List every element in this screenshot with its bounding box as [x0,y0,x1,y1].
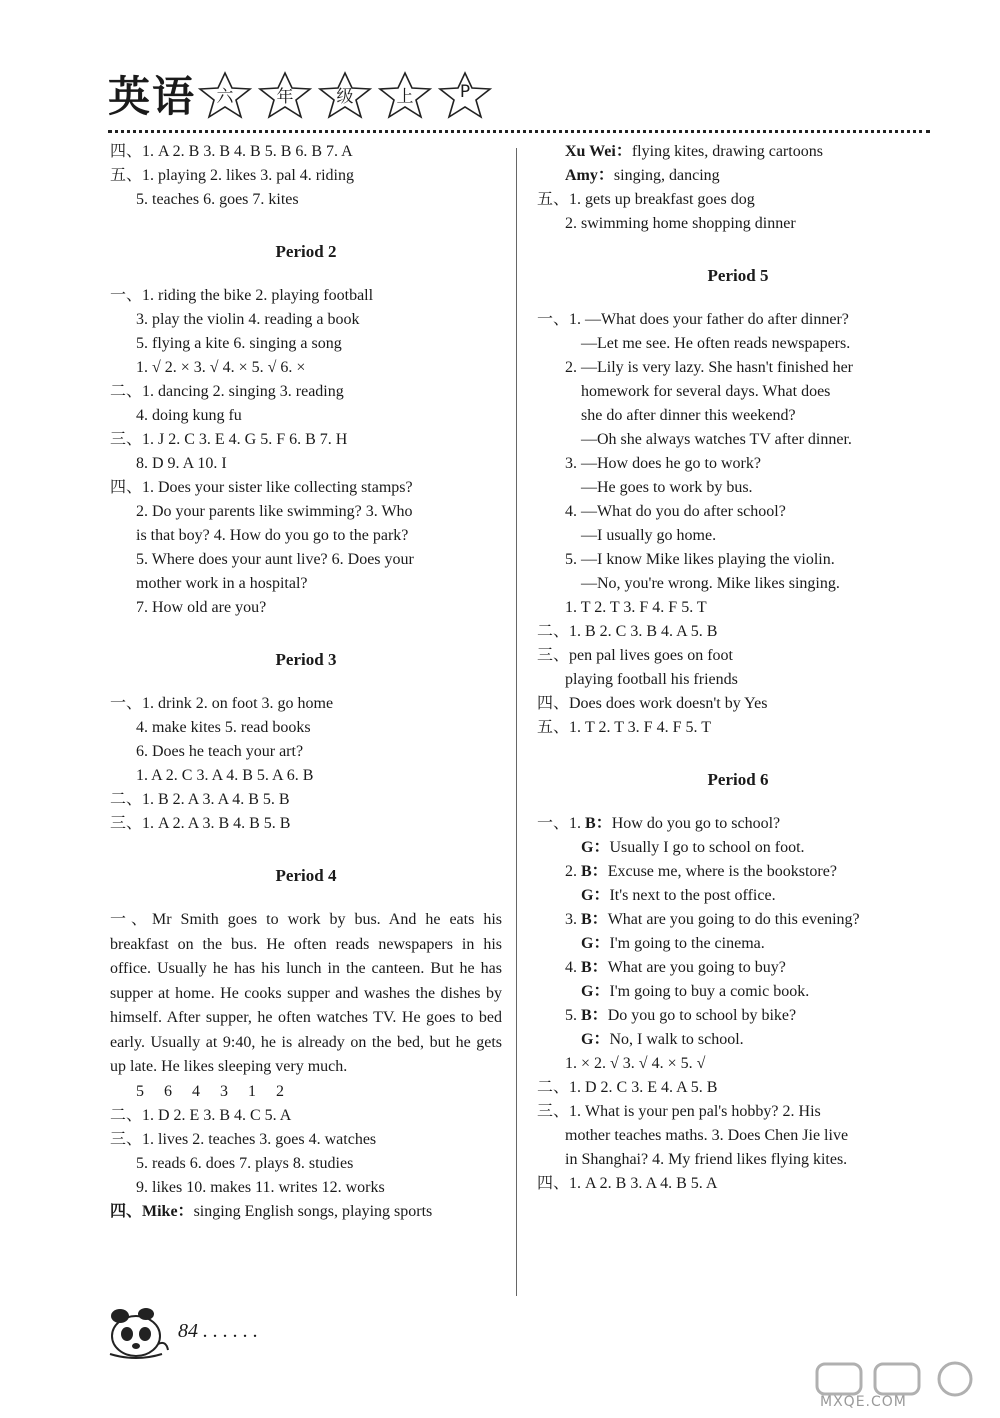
speaker-label: B： [585,815,612,832]
answer-line: playing football his friends [565,671,738,688]
column-divider [516,148,517,1296]
answer-line: 5. teaches 6. goes 7. kites [136,191,299,208]
answer-line: 二、1. B 2. A 3. A 4. B 5. B [110,791,290,808]
answer-line: 4. make kites 5. read books [136,719,311,736]
answer-line: 三、1. J 2. C 3. E 4. G 5. F 6. B 7. H [110,431,348,448]
page-footer [100,1300,400,1370]
answer-line: 3. play the violin 4. reading a book [136,311,360,328]
left-column [110,140,502,1224]
dialogue-line: G：I'm going to buy a comic book. [581,983,810,1000]
star-badge: P [436,70,494,120]
answer-line: 一、1. riding the bike 2. playing football [110,287,374,304]
answer-line: 三、1. lives 2. teaches 3. goes 4. watches [110,1130,377,1148]
answer-line: 1. √ 2. × 3. √ 4. × 5. √ 6. × [136,359,306,376]
speaker-label: Xu Wei： [565,143,632,160]
dialogue-line: 3. B：What are you going to do this evening? [565,911,860,928]
watermark-url: MXQE.COM [820,1394,907,1410]
answer-line: 5. reads 6. does 7. plays 8. studies [136,1154,354,1172]
answer-line: 二、1. D 2. E 3. B 4. C 5. A [110,1106,292,1124]
page-number: 84 . . . . . . [178,1320,258,1342]
speaker-label: B： [581,959,608,976]
answer-line: she do after dinner this weekend? [581,407,796,424]
answer-line: —Oh she always watches TV after dinner. [581,431,852,448]
speaker-label: G： [581,1031,610,1048]
answer-line: 三、pen pal lives goes on foot [537,647,733,664]
answer-line: 5 6 4 3 1 2 [136,1082,292,1100]
period-heading: Period 3 [275,650,337,669]
period-heading: Period 6 [707,770,769,789]
answer-line: Xu Wei：flying kites, drawing cartoons [565,143,823,160]
answer-line: 五、1. gets up breakfast goes dog [537,191,755,208]
answer-line: 1. × 2. √ 3. √ 4. × 5. √ [565,1055,706,1072]
dialogue-line: 4. B：What are you going to buy? [565,959,786,976]
answer-line: 4. —What do you do after school? [565,503,786,520]
speaker-label: G： [581,935,610,952]
speaker-label: G： [581,839,610,856]
answer-line: 9. likes 10. makes 11. writes 12. works [136,1178,385,1196]
dotted-rule [108,130,930,133]
answer-line: 五、1. playing 2. likes 3. pal 4. riding [110,167,354,184]
answer-line: —No, you're wrong. Mike likes singing. [581,575,840,592]
panda-mascot-icon [100,1300,176,1362]
answer-line: 一、1. drink 2. on foot 3. go home [110,695,334,712]
answer-line: is that boy? 4. How do you go to the park? [136,527,409,544]
answer-line: 8. D 9. A 10. I [136,455,227,472]
answer-line: mother teaches maths. 3. Does Chen Jie live [565,1127,849,1144]
answer-line: 2. Do your parents like swimming? 3. Who [136,503,413,520]
answer-line: 四、Does does work doesn't by Yes [537,695,768,712]
dialogue-line: G：No, I walk to school. [581,1031,744,1048]
answer-line: —Let me see. He often reads newspapers. [581,335,851,352]
answer-line: mother work in a hospital? [136,575,308,592]
dialogue-line: 一、1. B：How do you go to school? [537,815,781,832]
period-heading: Period 4 [275,866,337,885]
answer-line: 7. How old are you? [136,599,267,616]
star-badge: 级 [316,70,374,120]
answer-line: 四、1. Does your sister like collecting stamps? [110,479,413,496]
answer-line: 5. —I know Mike likes playing the violin. [565,551,835,568]
speaker-label: G： [581,983,610,1000]
answer-line: 4. doing kung fu [136,407,242,424]
answer-line: 2. swimming home shopping dinner [565,215,796,232]
answer-line: Amy：singing, dancing [565,167,720,184]
subject-title: 英语 [108,72,197,121]
answer-line: 1. A 2. C 3. A 4. B 5. A 6. B [136,767,314,784]
answer-line: 1. T 2. T 3. F 4. F 5. T [565,599,707,616]
answer-line: 5. flying a kite 6. singing a song [136,335,342,352]
speaker-label: 四、Mike： [110,1202,194,1220]
answer-line: 三、1. A 2. A 3. B 4. B 5. B [110,815,291,832]
answer-line: 二、1. B 2. C 3. B 4. A 5. B [537,623,718,640]
star-badge: 六 [196,70,254,120]
speaker-label: Amy： [565,167,614,184]
speaker-label: B： [581,911,608,928]
watermark [800,1360,1000,1418]
answer-line: in Shanghai? 4. My friend likes flying kites. [565,1151,848,1168]
speaker-label: B： [581,863,608,880]
page-header [108,58,938,138]
answer-line: 五、1. T 2. T 3. F 4. F 5. T [537,719,711,736]
answer-line: 四、1. A 2. B 3. A 4. B 5. A [537,1175,718,1192]
answer-line: 一、1. —What does your father do after dinner? [537,311,849,328]
answer-line: 5. Where does your aunt live? 6. Does your [136,551,414,568]
period-heading: Period 5 [707,266,769,285]
star-badge: 上 [376,70,434,120]
answer-line: 二、1. D 2. C 3. E 4. A 5. B [537,1079,718,1096]
answer-line: 四、1. A 2. B 3. B 4. B 5. B 6. B 7. A [110,143,353,160]
speaker-label: G： [581,887,610,904]
answer-line: 二、1. dancing 2. singing 3. reading [110,383,344,400]
right-column [537,140,939,1196]
dialogue-line: 2. B：Excuse me, where is the bookstore? [565,863,837,880]
passage-paragraph: 一、Mr Smith goes to work by bus. And he eats his breakfast on the bus. He often reads newspapers in his office. Usually he has his lunch in the canteen. But he has supper at home. He cooks supper and washes the dishes by himself. After supper, he often watches TV. He goes to bed early. Usually at 9:40, he is already on the bed, but he gets up late. He likes sleeping very much. [110,911,502,1075]
answer-line: 6. Does he teach your art? [136,743,304,760]
dialogue-line: 5. B：Do you go to school by bike? [565,1007,797,1024]
dialogue-line: G：It's next to the post office. [581,887,776,904]
answer-line: 三、1. What is your pen pal's hobby? 2. His [537,1103,821,1120]
period-heading: Period 2 [275,242,337,261]
grade-stars [196,70,496,120]
dialogue-line: G：Usually I go to school on foot. [581,839,805,856]
answer-line: —I usually go home. [581,527,717,544]
star-badge: 年 [256,70,314,120]
answer-line: —He goes to work by bus. [581,479,753,496]
answer-line: 2. —Lily is very lazy. She hasn't finished her [565,359,854,376]
dialogue-line: G：I'm going to the cinema. [581,935,765,952]
answer-line: 四、Mike：singing English songs, playing sports [110,1202,433,1220]
answer-line: 3. —How does he go to work? [565,455,761,472]
speaker-label: B： [581,1007,608,1024]
answer-line: homework for several days. What does [581,383,831,400]
